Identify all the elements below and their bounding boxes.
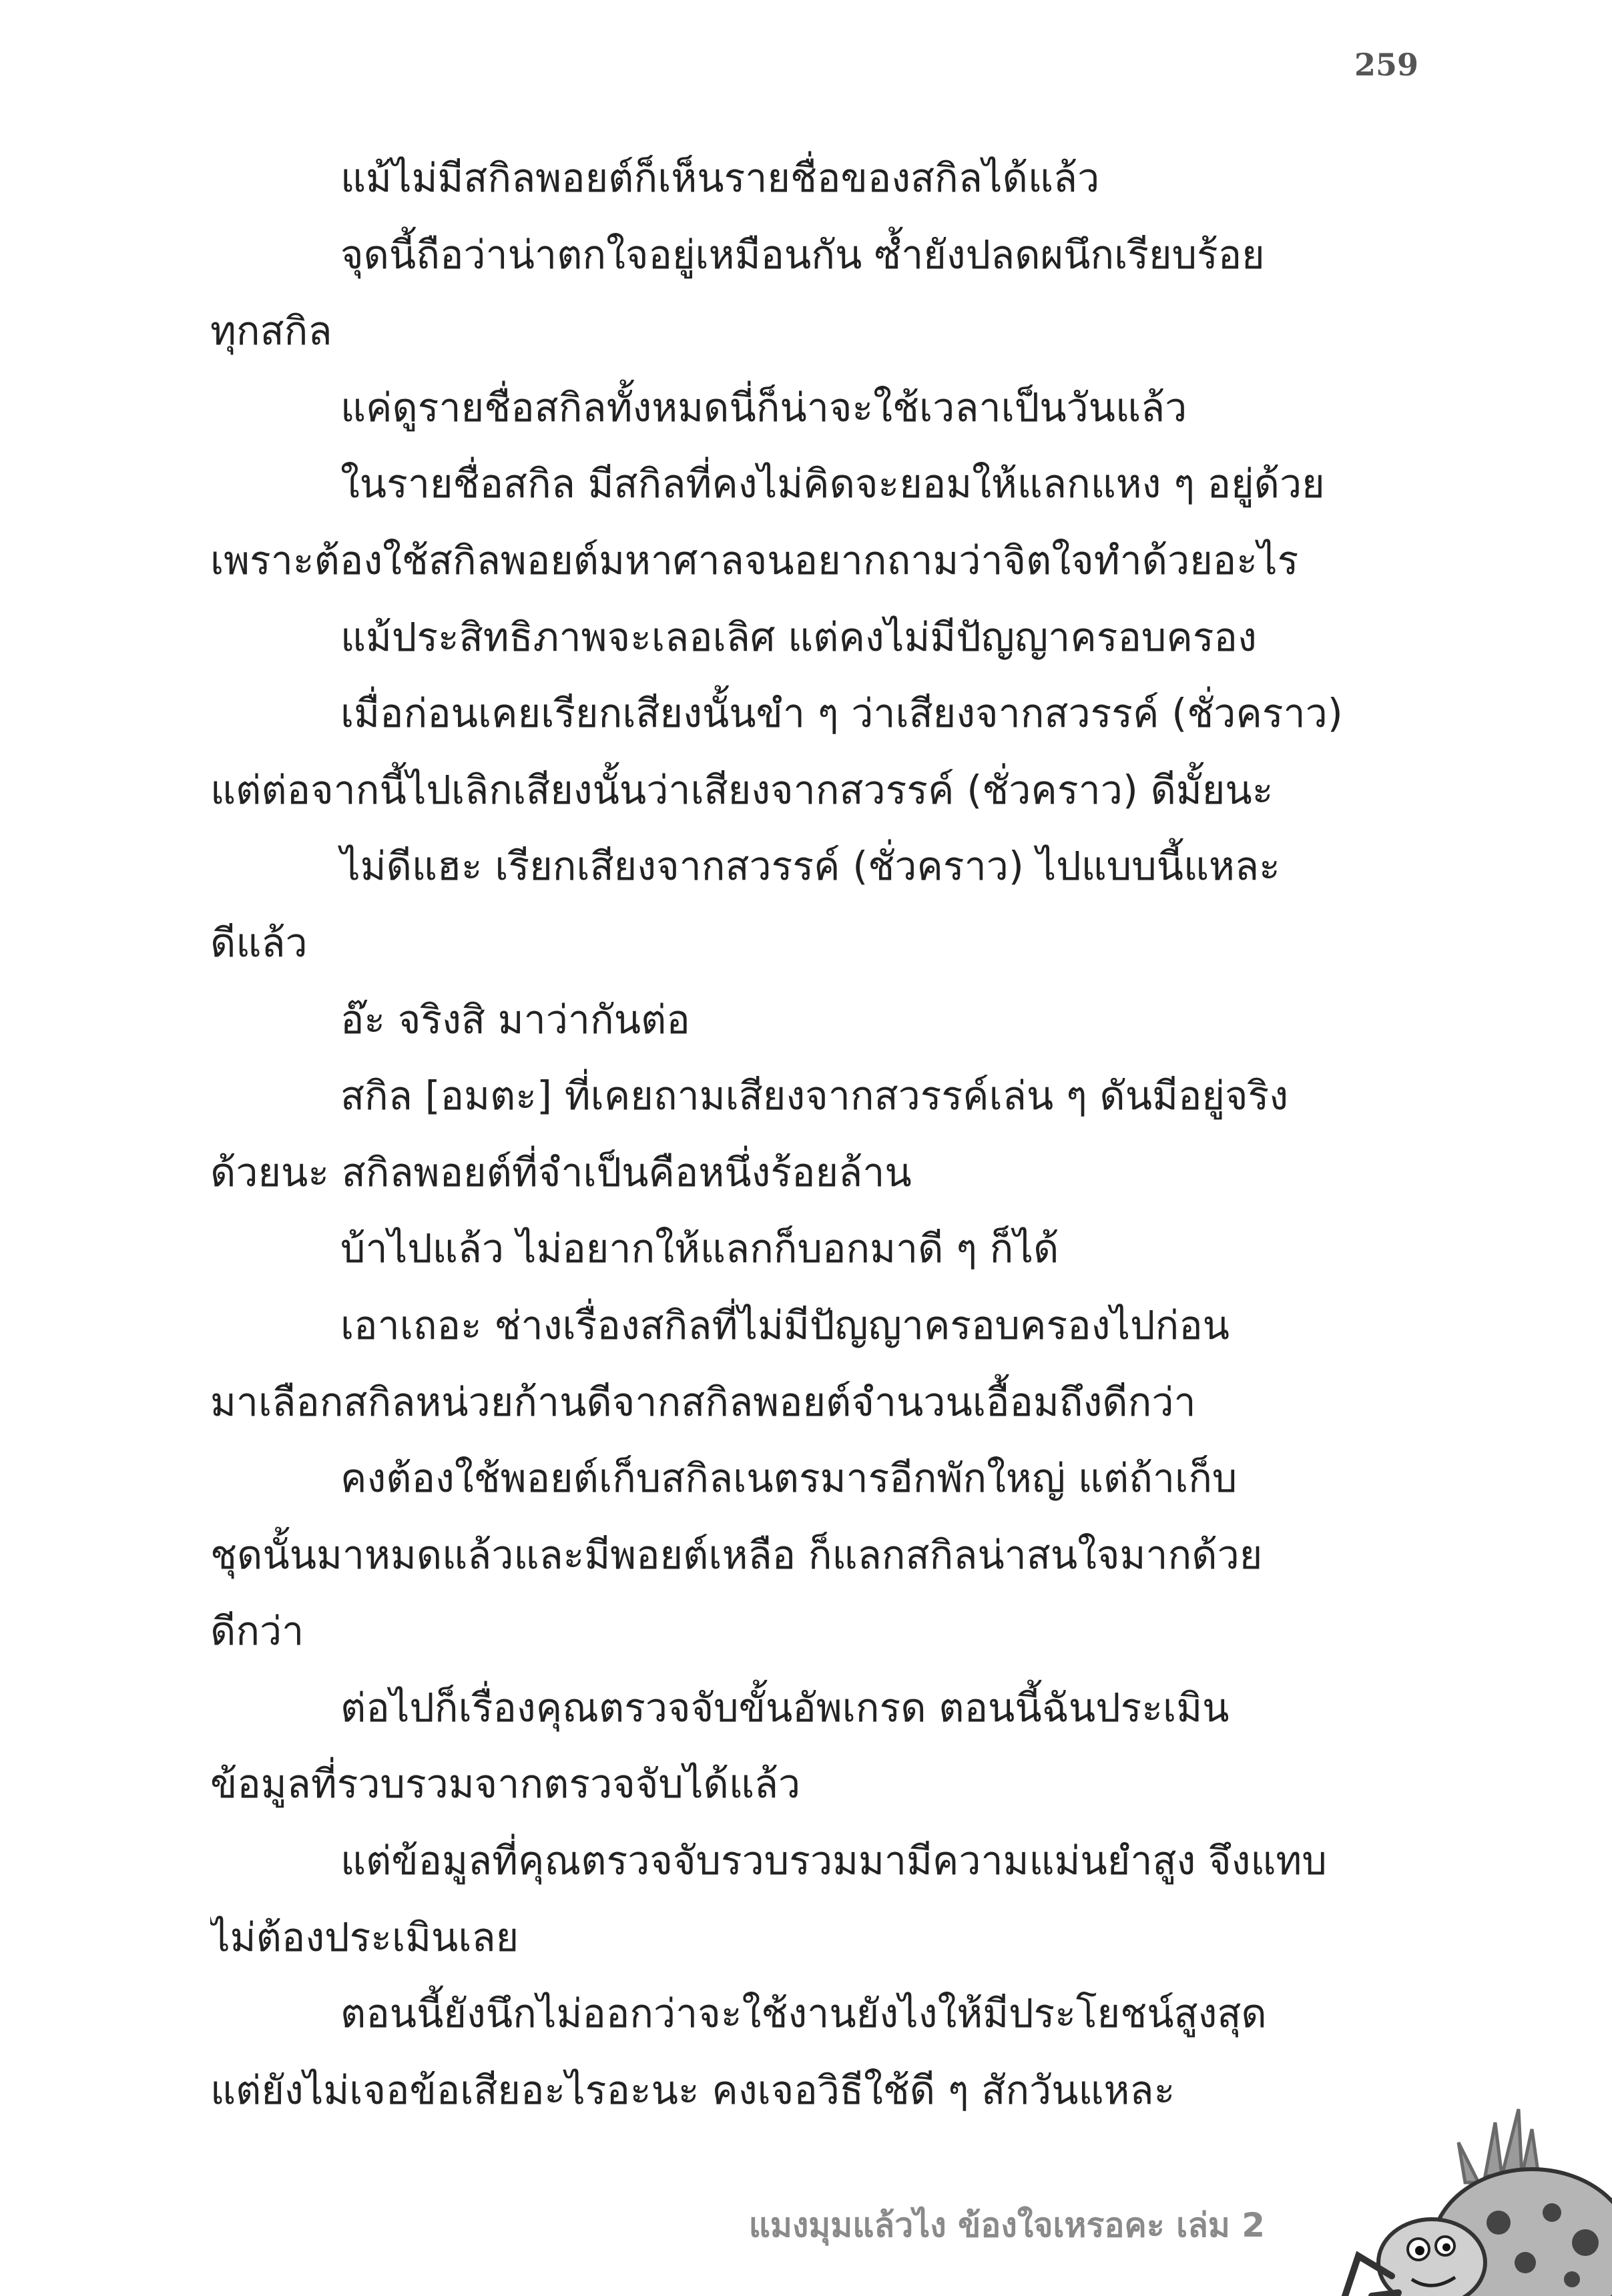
text-line: แต่ข้อมูลที่คุณตรวจจับรวบรวมมามีความแม่นยำสูง จึงแทบ: [340, 1837, 1327, 1884]
text-line: ไม่ต้องประเมินเลย: [210, 1914, 519, 1960]
text-line: ไม่ดีแฮะ เรียกเสียงจากสวรรค์ (ชั่วคราว) ไปแบบนี้แหละ: [340, 843, 1280, 890]
text-line: ต่อไปก็เรื่องคุณตรวจจับขั้นอัพเกรด ตอนนี้ฉันประเมิน: [340, 1684, 1230, 1731]
text-line: สกิล [อมตะ] ที่เคยถามเสียงจากสวรรค์เล่น ๆ ดันมีอยู่จริง: [340, 1073, 1289, 1119]
text-line: ด้วยนะ สกิลพอยต์ที่จำเป็นคือหนึ่งร้อยล้าน: [210, 1149, 912, 1195]
text-line: แต่ต่อจากนี้ไปเลิกเสียงนั้นว่าเสียงจากสวรรค์ (ชั่วคราว) ดีมั้ยนะ: [210, 766, 1274, 813]
text-line: จุดนี้ถือว่าน่าตกใจอยู่เหมือนกัน ซ้ำยังปลดผนึกเรียบร้อย: [340, 231, 1265, 278]
spider-mascot-illustration: [1332, 2096, 1612, 2296]
text-line: เมื่อก่อนเคยเรียกเสียงนั้นขำ ๆ ว่าเสียงจากสวรรค์ (ชั่วคราว): [340, 690, 1343, 737]
spider-head: [1378, 2219, 1485, 2296]
text-line: อ๊ะ จริงสิ มาว่ากันต่อ: [340, 996, 690, 1043]
text-line: ทุกสกิล: [210, 308, 332, 354]
text-line: เพราะต้องใช้สกิลพอยต์มหาศาลจนอยากถามว่าจิตใจทำด้วยอะไร: [210, 537, 1299, 583]
footer-title: แมงมุมแล้วไง ข้องใจเหรอคะ เล่ม 2: [748, 2206, 1265, 2245]
text-line: คงต้องใช้พอยต์เก็บสกิลเนตรมารอีกพักใหญ่ แต่ถ้าเก็บ: [340, 1455, 1238, 1502]
text-line: ดีแล้ว: [210, 919, 308, 966]
text-line: ในรายชื่อสกิล มีสกิลที่คงไม่คิดจะยอมให้แลกแหง ๆ อยู่ด้วย: [340, 461, 1325, 507]
text-line: มาเลือกสกิลหน่วยก้านดีจากสกิลพอยต์จำนวนเอื้อมถึงดีกว่า: [210, 1378, 1196, 1425]
text-line: ข้อมูลที่รวบรวมจากตรวจจับได้แล้ว: [210, 1761, 801, 1807]
body-text: [210, 140, 1412, 2128]
text-line: ชุดนั้นมาหมดแล้วและมีพอยต์เหลือ ก็แลกสกิลน่าสนใจมากด้วย: [210, 1531, 1263, 1578]
text-line: แม้ประสิทธิภาพจะเลอเลิศ แต่คงไม่มีปัญญาครอบครอง: [340, 613, 1257, 660]
text-line: แม้ไม่มีสกิลพอยต์ก็เห็นรายชื่อของสกิลได้แล้ว: [340, 155, 1100, 201]
page-number: 259: [1354, 47, 1418, 83]
text-line: บ้าไปแล้ว ไม่อยากให้แลกก็บอกมาดี ๆ ก็ได้: [340, 1225, 1059, 1272]
text-line: เอาเถอะ ช่างเรื่องสกิลที่ไม่มีปัญญาครอบครองไปก่อน: [340, 1302, 1230, 1348]
text-line: ดีกว่า: [210, 1608, 304, 1655]
text-line: แต่ยังไม่เจอข้อเสียอะไรอะนะ คงเจอวิธีใช้ดี ๆ สักวันแหละ: [210, 2066, 1175, 2113]
text-line: ตอนนี้ยังนึกไม่ออกว่าจะใช้งานยังไงให้มีประโยชน์สูงสุด: [340, 1990, 1267, 2037]
text-line: แค่ดูรายชื่อสกิลทั้งหมดนี่ก็น่าจะใช้เวลาเป็นวันแล้ว: [340, 384, 1187, 431]
